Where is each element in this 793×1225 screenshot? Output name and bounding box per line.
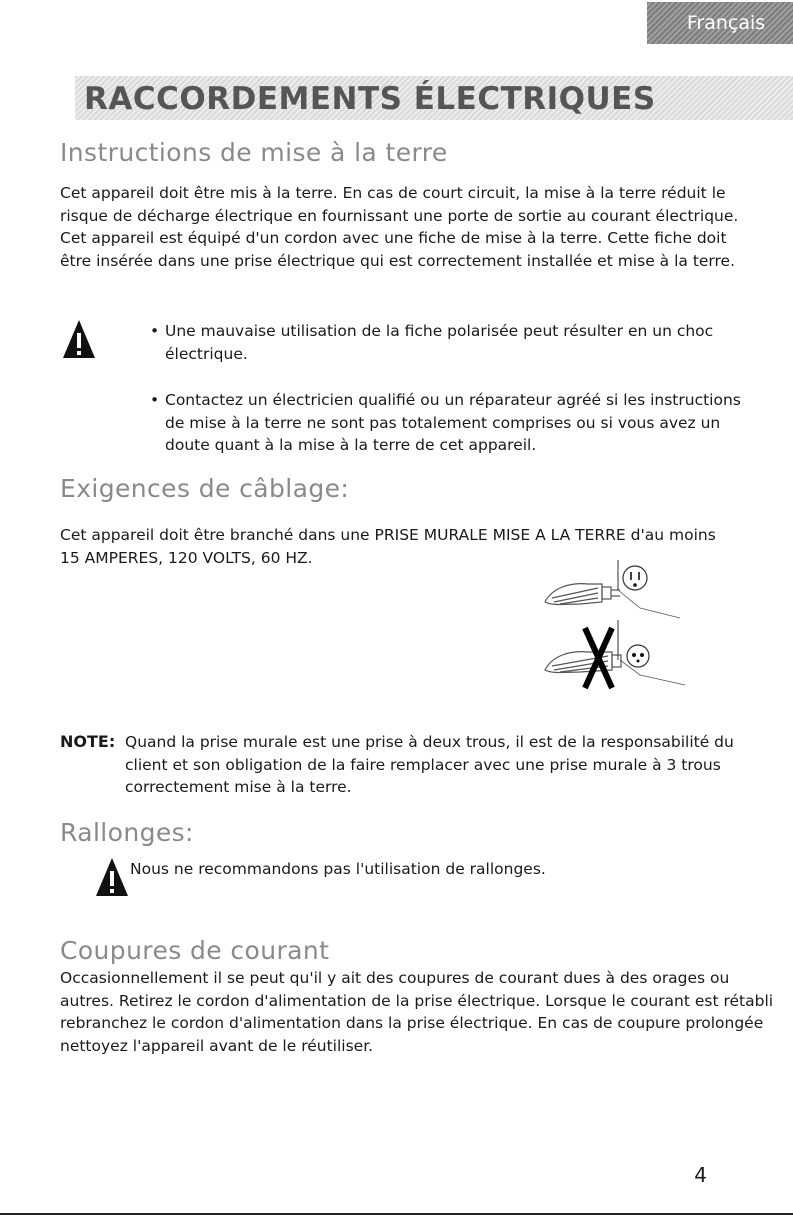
section-title: RACCORDEMENTS ÉLECTRIQUES [84,81,656,117]
extension-heading: Rallonges: [60,818,194,847]
bullet-dot: • [150,391,160,409]
three-prong-plug-icon [545,584,620,605]
wiring-paragraph: Cet appareil doit être branché dans une PRISE MURALE MISE A LA TERRE d'au moins 15 AMPERES, 120 VOLTS, 60 HZ. [60,526,716,567]
grounding-paragraph: Cet appareil doit être mis à la terre. En cas de court circuit, la mise à la terre réduit le risque de décharge électrique en fournissant une porte de sortie au courant électrique. Cet appareil est équipé d'un cordon avec une fiche de mise à la terre. Cette fiche doit être insérée dans une prise électrique qui est correctement installée et mise à la terre. [60,184,739,270]
grounding-heading: Instructions de mise à la terre [60,138,448,167]
wiring-heading: Exigences de câblage: [60,474,350,503]
three-hole-outlet-icon [623,566,647,590]
incorrect-plug-icon [545,652,621,673]
prohibited-x-icon [585,628,612,688]
note-text: Quand la prise murale est une prise à deux trous, il est de la responsabilité du client et son obligation de la faire remplacer avec une prise murale à 3 trous correctement mise à la terre. [125,733,734,796]
two-hole-outlet-icon [627,645,649,667]
bullet-text: Une mauvaise utilisation de la fiche polarisée peut résulter en un choc électrique. [165,322,714,363]
outage-heading: Coupures de courant [60,936,330,965]
extension-text: Nous ne recommandons pas l'utilisation de rallonges. [130,860,546,878]
warning-icon [61,318,97,360]
grounding-bullet [150,389,765,457]
grounding-bullet [150,320,765,365]
bullet-dot: • [150,322,160,340]
note-label: NOTE: [60,732,116,751]
bottom-rule [0,1213,793,1215]
bullet-text: Contactez un électricien qualifié ou un réparateur agréé si les instructions de mise à la terre ne sont pas totalement comprises ou si vous avez un doute quant à la mise à la terre de cet appareil. [165,391,741,454]
outage-paragraph: Occasionnellement il se peut qu'il y ait des coupures de courant dues à des orages ou autres. Retirez le cordon d'alimentation de la prise électrique. Lorsque le courant est rétabli rebranchez le cordon d'alimentation dans la prise électrique. En cas de coupure prolongée nettoyez l'appareil avant de le réutiliser. [60,969,774,1055]
language-tab: Français [647,2,793,44]
plug-illustration [540,560,700,710]
warning-icon [94,856,130,898]
page-number: 4 [694,1163,707,1187]
